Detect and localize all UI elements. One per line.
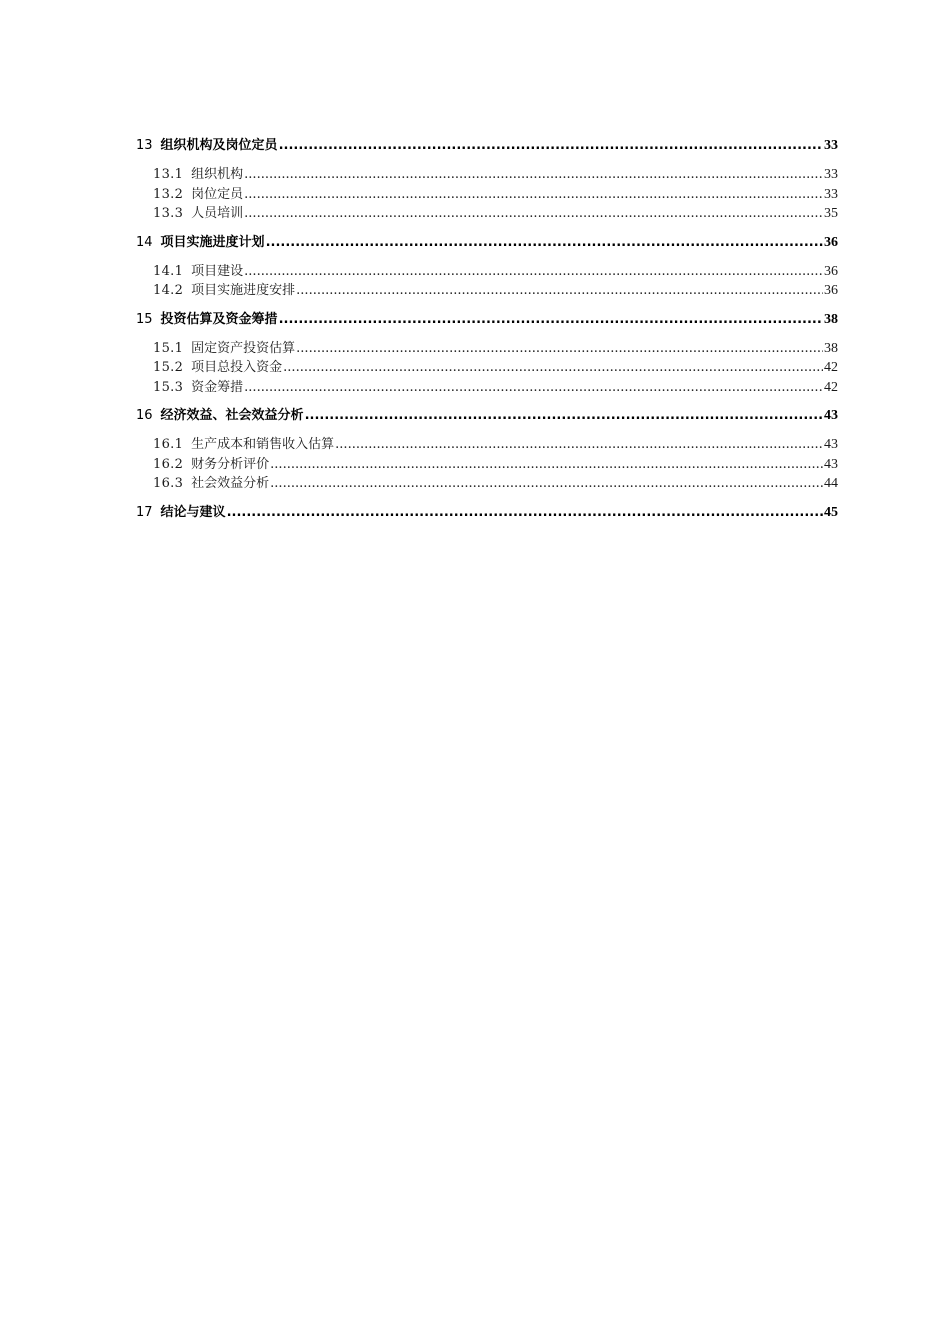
chapter-title: 组织机构及岗位定员 [160, 138, 278, 153]
section-title: 人员培训 [191, 206, 244, 221]
page-number: 45 [824, 504, 838, 520]
chapter-number: 17 [136, 504, 153, 520]
dot-leader [270, 455, 823, 475]
page-number: 33 [824, 138, 838, 153]
page-number: 38 [824, 340, 838, 356]
dot-leader [279, 310, 823, 330]
section-title: 项目建设 [191, 263, 244, 279]
chapter-title: 经济效益、社会效益分析 [160, 408, 304, 423]
chapter-number: 13 [136, 138, 153, 153]
dot-leader [296, 281, 823, 301]
dot-leader [244, 185, 823, 205]
section-number: 14.2 [153, 283, 184, 298]
page-number: 36 [824, 234, 838, 250]
section-number: 13.2 [153, 186, 184, 202]
section-title: 项目总投入资金 [191, 360, 283, 375]
page-number: 33 [824, 167, 838, 182]
section-number: 16.1 [153, 437, 184, 452]
section-number: 15.1 [153, 340, 184, 356]
page-number: 36 [824, 263, 838, 279]
toc-chapter-15[interactable] [136, 310, 838, 330]
toc-chapter-17[interactable] [136, 503, 838, 523]
page-number: 43 [824, 456, 838, 472]
toc-section-16-1[interactable] [136, 435, 838, 455]
chapter-title: 投资估算及资金筹措 [160, 311, 278, 327]
section-title: 资金筹措 [191, 379, 244, 395]
section-number: 13.1 [153, 167, 184, 182]
dot-leader [283, 358, 823, 378]
chapter-number: 15 [136, 311, 153, 327]
chapter-number: 14 [136, 234, 153, 250]
toc-section-13-3[interactable] [136, 204, 838, 224]
page-number: 43 [824, 408, 838, 423]
page-number: 38 [824, 311, 838, 327]
section-number: 16.3 [153, 476, 184, 491]
dot-leader [244, 204, 823, 224]
dot-leader [244, 165, 823, 185]
dot-leader [227, 503, 823, 523]
toc-section-14-1[interactable] [136, 262, 838, 282]
section-number: 13.3 [153, 206, 184, 221]
section-title: 生产成本和销售收入估算 [191, 437, 335, 452]
table-of-contents [136, 136, 838, 523]
toc-section-15-3[interactable] [136, 378, 838, 398]
toc-section-16-2[interactable] [136, 455, 838, 475]
section-number: 15.3 [153, 379, 184, 395]
chapter-title: 项目实施进度计划 [160, 234, 265, 250]
dot-leader [305, 406, 823, 426]
dot-leader [266, 233, 823, 253]
page-number: 43 [824, 437, 838, 452]
toc-section-13-1[interactable] [136, 165, 838, 185]
page-number: 42 [824, 360, 838, 375]
section-title: 固定资产投资估算 [191, 340, 296, 356]
toc-section-15-1[interactable] [136, 339, 838, 359]
toc-chapter-16[interactable] [136, 406, 838, 426]
dot-leader [279, 136, 823, 156]
page-number: 35 [824, 206, 838, 221]
section-number: 14.1 [153, 263, 184, 279]
dot-leader [244, 262, 823, 282]
toc-section-13-2[interactable] [136, 185, 838, 205]
toc-section-15-2[interactable] [136, 358, 838, 378]
page-number: 44 [824, 476, 838, 491]
section-number: 16.2 [153, 456, 184, 472]
section-title: 岗位定员 [191, 186, 244, 202]
page-number: 36 [824, 283, 838, 298]
dot-leader [270, 474, 823, 494]
toc-section-14-2[interactable] [136, 281, 838, 301]
section-title: 项目实施进度安排 [191, 283, 296, 298]
chapter-number: 16 [136, 408, 153, 423]
dot-leader [244, 378, 823, 398]
page-number: 42 [824, 379, 838, 395]
toc-chapter-13[interactable] [136, 136, 838, 156]
section-title: 财务分析评价 [191, 456, 270, 472]
section-number: 15.2 [153, 360, 184, 375]
chapter-title: 结论与建议 [160, 504, 226, 520]
section-title: 组织机构 [191, 167, 244, 182]
section-title: 社会效益分析 [191, 476, 270, 491]
toc-section-16-3[interactable] [136, 474, 838, 494]
page-number: 33 [824, 186, 838, 202]
toc-chapter-14[interactable] [136, 233, 838, 253]
dot-leader [335, 435, 823, 455]
dot-leader [296, 339, 823, 359]
